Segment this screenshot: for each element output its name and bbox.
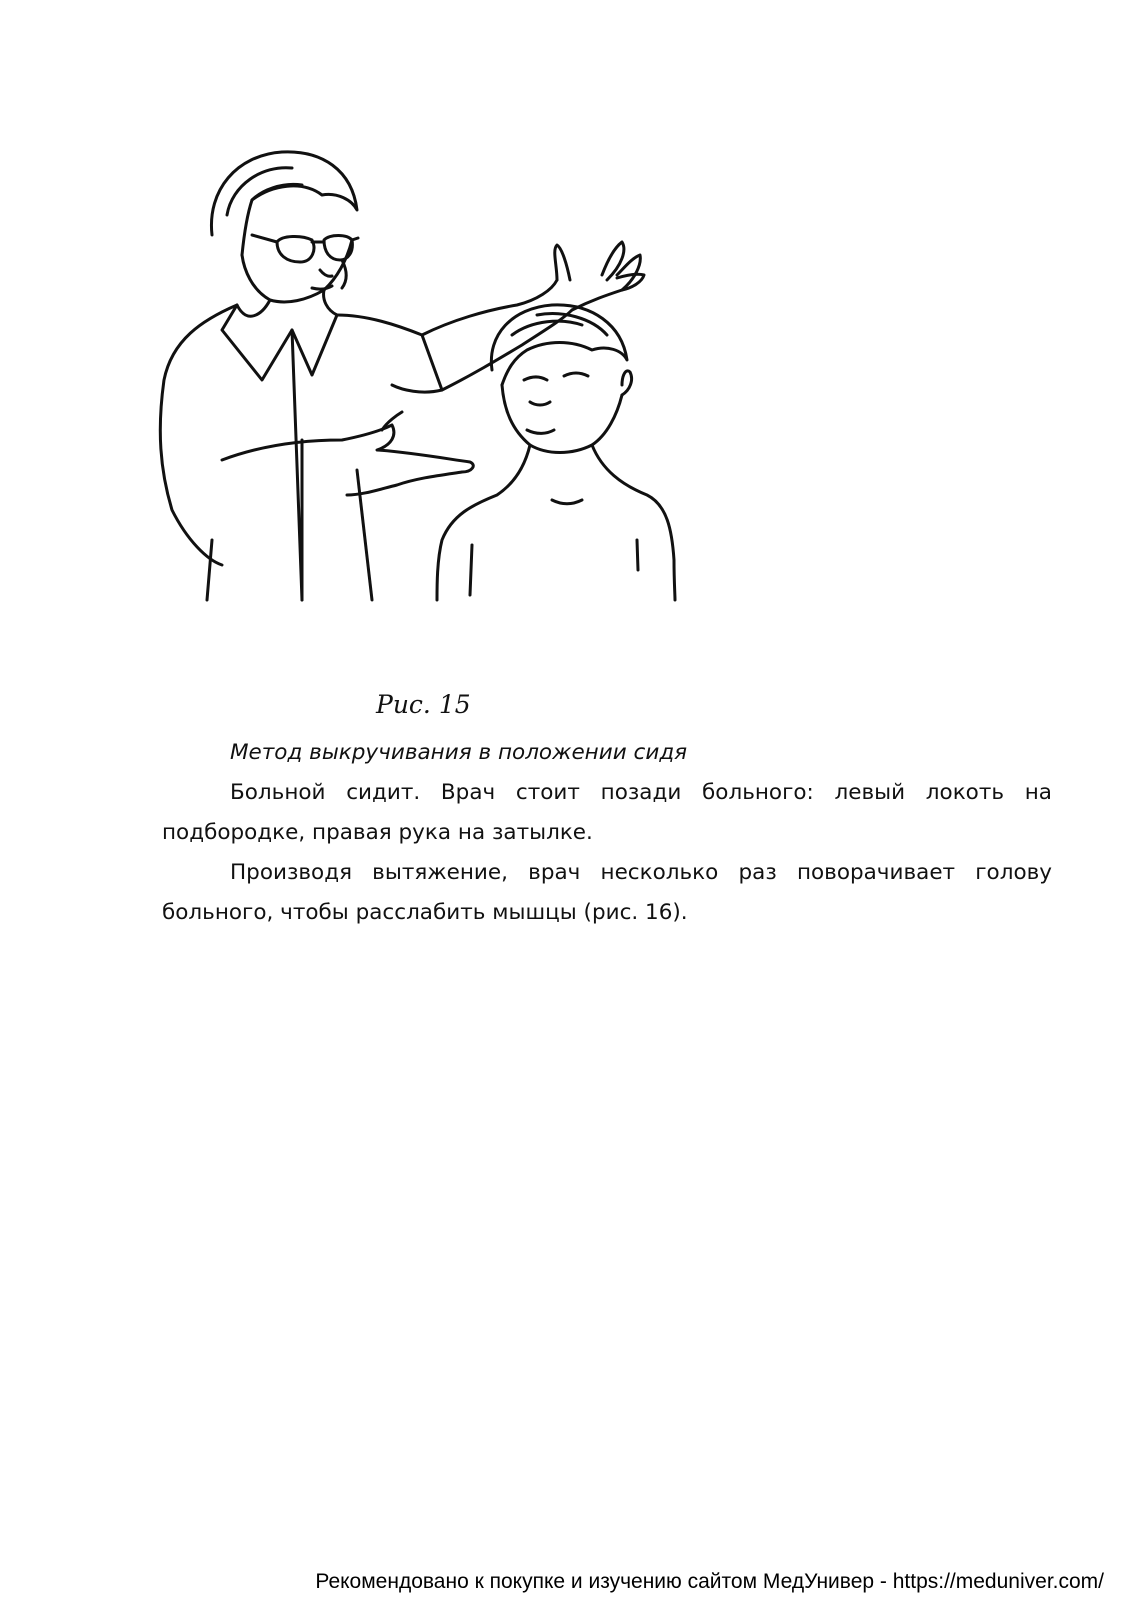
paragraph-2: Производя вытяжение, врач несколько раз поворачивает голову больного, чтобы расслабить мышцы (рис. 16). xyxy=(162,860,1052,925)
method-subtitle: Метод выкручивания в положении сидя xyxy=(230,740,688,765)
footer-recommendation: Рекомендовано к покупке и изучению сайтом МедУнивер - https://meduniver.com/ xyxy=(315,1570,1104,1593)
paragraph-1: Больной сидит. Врач стоит позади больного: левый локоть на подбородке, правая рука на затылке. xyxy=(162,780,1052,845)
patient-torso xyxy=(437,445,530,600)
patient-face xyxy=(502,385,622,453)
doctor-raised-hand xyxy=(555,245,570,280)
doctor-coat xyxy=(160,305,237,565)
doctor-glasses xyxy=(277,236,314,262)
doctor-left-hand xyxy=(222,425,473,495)
body-text xyxy=(162,733,1052,933)
illustration-doctor-and-patient xyxy=(152,140,692,620)
figure-caption: Рис. 15 xyxy=(376,690,471,719)
patient-hair xyxy=(491,305,627,385)
doctor-face xyxy=(242,240,352,302)
doctor-collar xyxy=(222,290,337,380)
